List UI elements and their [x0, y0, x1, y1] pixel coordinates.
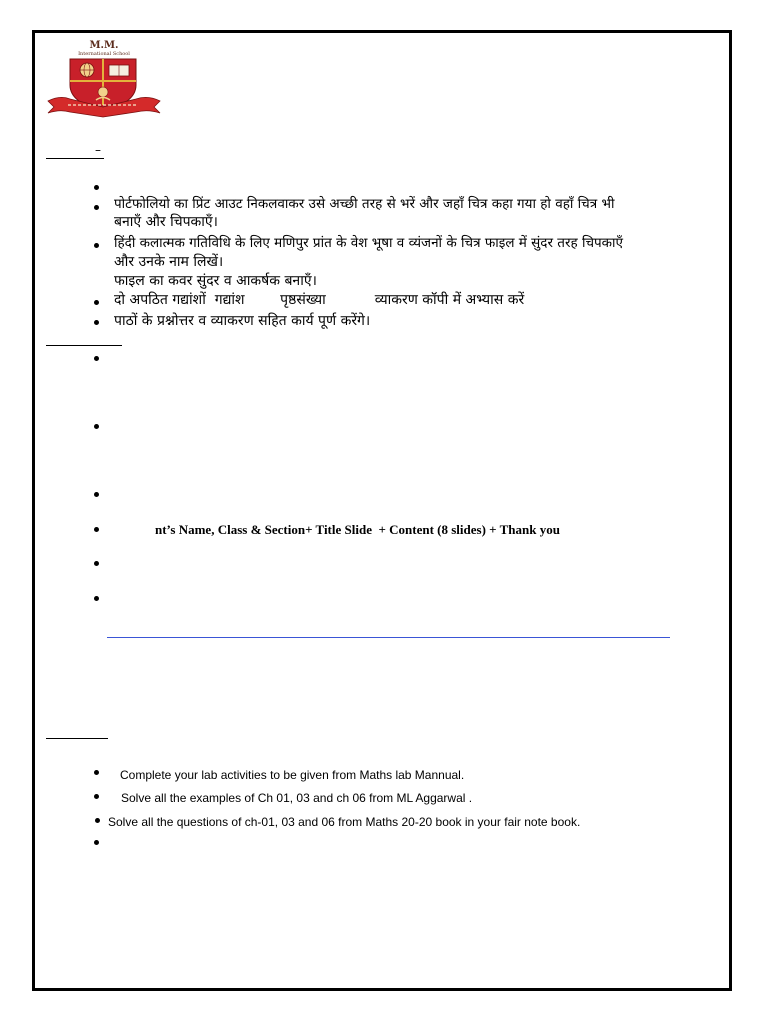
list-item: Solve all the examples of Ch 01, 03 and ch 06 from ML Aggarwal . — [121, 791, 473, 805]
list-item: हिंदी कलात्मक गतिविधि के लिए मणिपुर प्रांत के वेश भूषा व व्यंजनों के चित्र फाइल में सुंदर तरह चिपकाएँ — [114, 235, 624, 251]
list-bullet — [94, 527, 99, 532]
list-bullet — [94, 770, 99, 775]
list-bullet — [94, 840, 99, 845]
hindi-heading-dash: – — [95, 143, 101, 157]
hyperlink-underline[interactable] — [107, 637, 670, 638]
list-bullet — [94, 300, 99, 305]
section-rule — [46, 345, 122, 346]
logo-subtitle: International School — [78, 51, 130, 57]
logo-title: M.M. — [89, 40, 119, 51]
presentation-instructions: nt’s Name, Class & Section+ Title Slide + Content (8 slides) + Thank you — [155, 522, 560, 537]
list-bullet — [94, 596, 99, 601]
maths-heading-rule — [46, 738, 108, 739]
list-bullet — [94, 185, 99, 190]
list-item-continuation: फाइल का कवर सुंदर व आकर्षक बनाएँ। — [114, 273, 317, 289]
page-border — [32, 30, 732, 991]
list-item: Complete your lab activities to be given from Maths lab Mannual. — [120, 768, 465, 782]
list-bullet — [94, 356, 99, 361]
list-item: पोर्टफोलियो का प्रिंट आउट निकलवाकर उसे अच्छी तरह से भरें और जहाँ चित्र कहा गया हो वहाँ चित्र भी — [114, 196, 615, 212]
list-bullet — [94, 561, 99, 566]
school-logo — [46, 40, 162, 120]
school-crest-icon — [46, 55, 162, 120]
list-item: दो अपठित गद्यांशों गद्यांश पृष्ठसंख्या व्याकरण कॉपी में अभ्यास करें — [114, 292, 525, 308]
list-bullet — [94, 492, 99, 497]
list-item: पाठों के प्रश्नोत्तर व व्याकरण सहित कार्य पूर्ण करेंगे। — [114, 313, 371, 329]
list-item: Solve all the questions of ch-01, 03 and 06 from Maths 20-20 book in your fair note book. — [108, 815, 581, 829]
list-item-continuation: बनाएँ और चिपकाएँ। — [114, 214, 218, 230]
list-bullet — [94, 424, 99, 429]
list-item-continuation: और उनके नाम लिखें। — [114, 254, 224, 270]
list-bullet — [94, 205, 99, 210]
hindi-heading-rule — [46, 158, 104, 159]
list-bullet — [95, 818, 100, 823]
list-bullet — [94, 320, 99, 325]
list-bullet — [94, 243, 99, 248]
list-bullet — [94, 794, 99, 799]
